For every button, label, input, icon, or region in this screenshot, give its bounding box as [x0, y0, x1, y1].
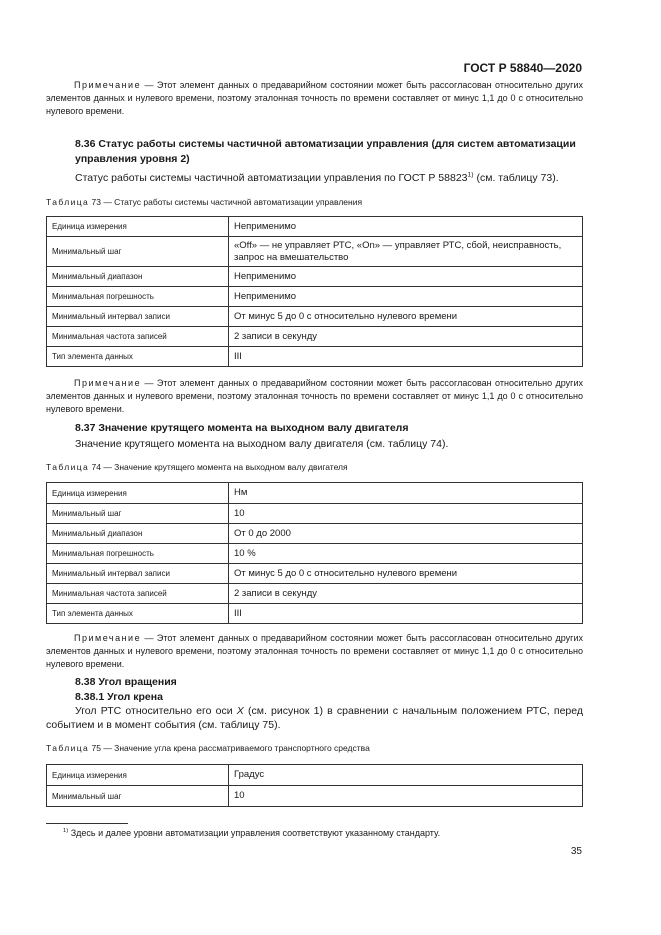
row-key: Минимальный диапазон [47, 267, 229, 287]
row-value: 10 [229, 786, 583, 807]
table-row [47, 237, 583, 267]
section-8-38-1-paragraph [46, 704, 583, 732]
note-text: — Этот элемент данных о предаварийном состоянии может быть рассогласован относительно других элементов данных и нулевого времени, поэтому эталонная точность по времени составляет от минус 1,1 до 0 с относительно нулевого времени. [46, 378, 583, 415]
table-75 [46, 764, 583, 807]
row-value: 2 записи в секунду [229, 327, 583, 347]
table-row [47, 307, 583, 327]
note-2 [46, 377, 583, 417]
paragraph-text: Угол РТС относительно его оси [75, 705, 237, 717]
section-heading-8-37: 8.37 Значение крутящего момента на выходном валу двигателя [75, 422, 409, 434]
note-text: — Этот элемент данных о предаварийном состоянии может быть рассогласован относительно других элементов данных и нулевого времени, поэтому эталонная точность по времени составляет от минус 1,1 до 0 с относительно нулевого времени. [46, 633, 583, 670]
note-label: Примечание [74, 378, 142, 388]
table-row [47, 604, 583, 624]
axis-label: X [236, 705, 244, 717]
row-value: Неприменимо [229, 287, 583, 307]
row-key: Тип элемента данных [47, 347, 229, 367]
footnote [63, 828, 440, 838]
row-key: Минимальная частота записей [47, 327, 229, 347]
table-row [47, 483, 583, 504]
table-74-caption [46, 462, 348, 472]
paragraph-text: Статус работы системы частичной автоматизации управления по ГОСТ Р 58823 [75, 172, 468, 184]
row-key: Единица измерения [47, 483, 229, 504]
row-value: От минус 5 до 0 с относительно нулевого времени [229, 564, 583, 584]
table-74 [46, 482, 583, 624]
table-row [47, 584, 583, 604]
row-value: «Off» — не управляет РТС, «On» — управляет РТС, сбой, неисправность, запрос на вмешательство [229, 237, 583, 267]
footnote-ref[interactable]: 1) [467, 171, 474, 179]
row-value: 2 записи в секунду [229, 584, 583, 604]
row-value: III [229, 604, 583, 624]
table-label: Таблица [46, 462, 90, 472]
row-key: Минимальная погрешность [47, 287, 229, 307]
paragraph-text-end: (см. рисунок 1) в сравнении с начальным положением РТС, перед событием и в момент события (см. таблицу 75). [46, 705, 583, 731]
footnote-text: Здесь и далее уровни автоматизации управления соответствуют указанному стандарту. [68, 828, 441, 838]
row-key: Минимальный диапазон [47, 524, 229, 544]
table-caption-text: 74 — Значение крутящего момента на выходном валу двигателя [89, 462, 348, 472]
paragraph-text: Значение крутящего момента на выходном валу двигателя (см. таблицу 74). [75, 438, 449, 450]
paragraph-text-end: (см. таблицу 73). [473, 172, 559, 184]
table-row [47, 786, 583, 807]
footnote-mark: 1) [63, 828, 69, 834]
row-key: Минимальный интервал записи [47, 307, 229, 327]
section-heading-8-36: 8.36 Статус работы системы частичной автоматизации управления (для систем автоматизации управления уровня 2) [75, 138, 576, 165]
table-row [47, 347, 583, 367]
row-value: От 0 до 2000 [229, 524, 583, 544]
table-75-caption [46, 743, 370, 753]
page-number: 35 [570, 846, 582, 857]
table-label: Таблица [46, 197, 90, 207]
row-value: 10 % [229, 544, 583, 564]
table-row [47, 524, 583, 544]
table-row [47, 287, 583, 307]
row-value: Нм [229, 483, 583, 504]
row-value: 10 [229, 504, 583, 524]
row-key: Минимальный шаг [47, 786, 229, 807]
section-8-36-paragraph [46, 171, 583, 185]
row-value: Неприменимо [229, 267, 583, 287]
row-value: Градус [229, 765, 583, 786]
section-heading-8-38: 8.38 Угол вращения [75, 676, 177, 688]
row-key: Минимальный шаг [47, 504, 229, 524]
table-73 [46, 216, 583, 367]
row-key: Минимальная частота записей [47, 584, 229, 604]
note-text: — Этот элемент данных о предаварийном состоянии может быть рассогласован относительно других элементов данных и нулевого времени, поэтому эталонная точность по времени составляет от минус 1,1 до 0 с относительно нулевого времени. [46, 80, 583, 117]
row-value: Неприменимо [229, 217, 583, 237]
document-code: ГОСТ Р 58840—2020 [463, 61, 582, 75]
row-key: Минимальный интервал записи [47, 564, 229, 584]
row-key: Минимальный шаг [47, 237, 229, 267]
table-caption-text: 73 — Статус работы системы частичной автоматизации управления [89, 197, 363, 207]
table-row [47, 504, 583, 524]
footnote-divider [46, 823, 128, 824]
row-key: Единица измерения [47, 217, 229, 237]
table-row [47, 267, 583, 287]
row-key: Тип элемента данных [47, 604, 229, 624]
note-3 [46, 632, 583, 672]
note-label: Примечание [74, 633, 142, 643]
note-label: Примечание [74, 80, 142, 90]
note-1 [46, 79, 583, 119]
subsection-heading-8-38-1: 8.38.1 Угол крена [75, 691, 163, 703]
table-row [47, 765, 583, 786]
row-value: III [229, 347, 583, 367]
table-row [47, 217, 583, 237]
row-key: Минимальная погрешность [47, 544, 229, 564]
table-row [47, 544, 583, 564]
row-key: Единица измерения [47, 765, 229, 786]
table-73-caption [46, 197, 362, 207]
section-8-37-paragraph [46, 437, 583, 451]
table-label: Таблица [46, 743, 90, 753]
table-row [47, 327, 583, 347]
row-value: От минус 5 до 0 с относительно нулевого времени [229, 307, 583, 327]
table-caption-text: 75 — Значение угла крена рассматриваемого транспортного средства [89, 743, 370, 753]
table-row [47, 564, 583, 584]
